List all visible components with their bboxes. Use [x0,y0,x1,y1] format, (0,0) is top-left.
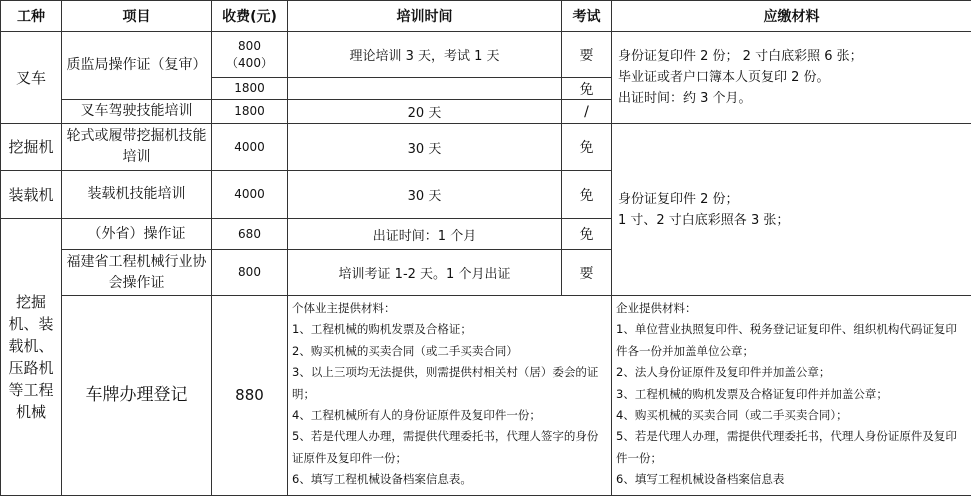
header-row [1,1,971,32]
plate-individual-materials [288,296,612,496]
header-training-time: 培训时间 [288,1,562,32]
forklift-material-1: 身份证复印件 2 份； 2 寸白底彩照 6 张； [618,49,863,64]
machinery-exam-1: 免 [562,219,612,250]
excavator-exam: 免 [562,124,612,171]
header-item: 项目 [62,1,212,32]
machinery-category: 挖掘机、装载机、压路机等工程机械 [1,219,62,496]
enterprise-item-3: 3、工程机械的购机发票及合格证复印件并加盖公章； [616,386,888,401]
plate-registration-row [1,296,971,496]
forklift-fee-1 [212,32,288,78]
forklift-time-1: 理论培训 3 天，考试 1 天 [288,32,562,78]
individual-item-6: 6、填写工程机械设备档案信息表。 [292,472,472,487]
machinery-fee-1: 680 [212,219,288,250]
excavator-row [1,124,971,171]
loader-time: 30 天 [288,171,562,219]
header-category: 工种 [1,1,62,32]
loader-fee: 4000 [212,171,288,219]
forklift-fee-1-review: （400） [226,55,273,70]
excavator-item: 轮式或履带挖掘机技能培训 [62,124,212,171]
forklift-category: 叉车 [1,32,62,124]
plate-item: 车牌办理登记 [62,296,212,496]
forklift-material-3: 出证时间：约 3 个月。 [618,91,752,106]
forklift-exam-1: 要 [562,32,612,78]
forklift-time-2 [288,78,562,100]
plate-fee: 880 [212,296,288,496]
machinery-time-2: 培训考证 1-2 天。1 个月出证 [288,250,562,296]
machinery-time-1: 出证时间：1 个月 [288,219,562,250]
forklift-item-inspection-cert: 质监局操作证（复审） [62,32,212,100]
enterprise-heading: 企业提供材料： [616,301,697,315]
forklift-material-2: 毕业证或者户口簿本人页复印 2 份。 [618,70,830,85]
excavator-fee: 4000 [212,124,288,171]
individual-item-4: 4、工程机械所有人的身份证原件及复印件一份； [292,408,541,423]
header-fee: 收费(元) [212,1,288,32]
machinery-exam-2: 要 [562,250,612,296]
machinery-item-outprovince-cert: （外省）操作证 [62,219,212,250]
enterprise-item-2: 2、法人身份证原件及复印件并加盖公章； [616,365,831,380]
forklift-time-3: 20 天 [288,100,562,124]
individual-item-2: 2、购买机械的买卖合同（或二手买卖合同） [292,343,518,358]
loader-category: 装载机 [1,171,62,219]
machinery-fee-2: 800 [212,250,288,296]
forklift-materials [612,32,971,124]
enterprise-item-6: 6、填写工程机械设备档案信息表 [616,472,785,487]
forklift-exam-2: 免 [562,78,612,100]
excavator-time: 30 天 [288,124,562,171]
individual-heading: 个体业主提供材料： [292,301,396,315]
individual-item-5: 5、若是代理人办理，需提供代理委托书，代理人签字的身份证原件及复印件一份； [292,429,599,465]
excavator-category: 挖掘机 [1,124,62,171]
forklift-row-1 [1,32,971,78]
machinery-material-1: 身份证复印件 2 份； [618,191,739,207]
loader-exam: 免 [562,171,612,219]
individual-item-3: 3、以上三项均无法提供，则需提供村相关村（居）委会的证明； [292,365,599,401]
enterprise-item-1: 1、单位营业执照复印件、税务登记证复印件、组织机构代码证复印件各一份并加盖单位公章； [616,322,957,358]
machinery-shared-materials [612,124,971,296]
loader-item: 装载机技能培训 [62,171,212,219]
forklift-fee-2: 1800 [212,78,288,100]
header-exam: 考试 [562,1,612,32]
machinery-material-2: 1 寸、2 寸白底彩照各 3 张； [618,212,790,228]
enterprise-item-5: 5、若是代理人办理，需提供代理委托书，代理人身份证原件及复印件一份； [616,429,957,465]
header-materials: 应缴材料 [612,1,971,32]
individual-item-1: 1、工程机械的购机发票及合格证； [292,322,472,337]
forklift-fee-1-main: 800 [238,38,261,53]
enterprise-item-4: 4、购买机械的买卖合同（或二手买卖合同）； [616,408,848,423]
forklift-item-driving-skill: 叉车驾驶技能培训 [62,100,212,124]
forklift-fee-3: 1800 [212,100,288,124]
plate-enterprise-materials [612,296,971,496]
forklift-exam-3: / [562,100,612,124]
machinery-item-fujian-cert: 福建省工程机械行业协会操作证 [62,250,212,296]
